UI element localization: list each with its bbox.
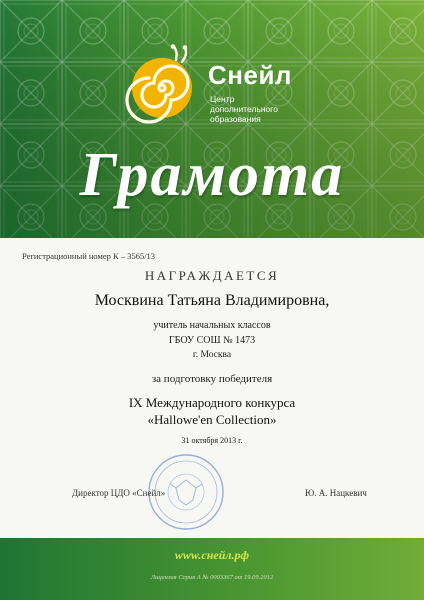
recipient-city: г. Москва — [192, 350, 232, 360]
contest-title: IX Международного конкурса — [128, 395, 296, 410]
brand-subtitle — [210, 94, 306, 124]
recipient-school: ГБОУ СОШ № 1473 — [168, 335, 256, 346]
brand-subtitle-line: образования — [210, 114, 261, 124]
registration-number: Регистрационный номер К – 3565/13 — [22, 251, 156, 261]
snail-logo — [124, 44, 294, 124]
license-text: Лицензия Серия А № 0003367 от 19.09.2012 — [150, 574, 274, 581]
award-reason: за подготовку победителя — [151, 373, 273, 385]
website-link[interactable]: www.снейл.рф — [174, 548, 250, 562]
snail-spiral-icon — [124, 44, 204, 124]
recipient-name: Москвина Татьяна Владимировна, — [94, 292, 330, 309]
header-banner — [0, 0, 424, 238]
certificate-title: Грамота — [79, 141, 345, 209]
director-name: Ю. А. Нацкевич — [305, 488, 367, 498]
award-date: 31 октября 2013 г. — [181, 436, 243, 445]
brand-subtitle-line: дополнительного — [210, 104, 278, 114]
brand-name: Снейл — [208, 60, 292, 90]
awarded-heading: НАГРАЖДАЕТСЯ — [144, 268, 280, 283]
director-title: Директор ЦДО «Снейл» — [72, 488, 166, 498]
contest-name: «Hallowe'en Collection» — [147, 412, 277, 427]
brand-subtitle-line: Центр — [210, 94, 235, 104]
footer-strip — [0, 538, 424, 600]
recipient-position: учитель начальных классов — [153, 320, 271, 331]
